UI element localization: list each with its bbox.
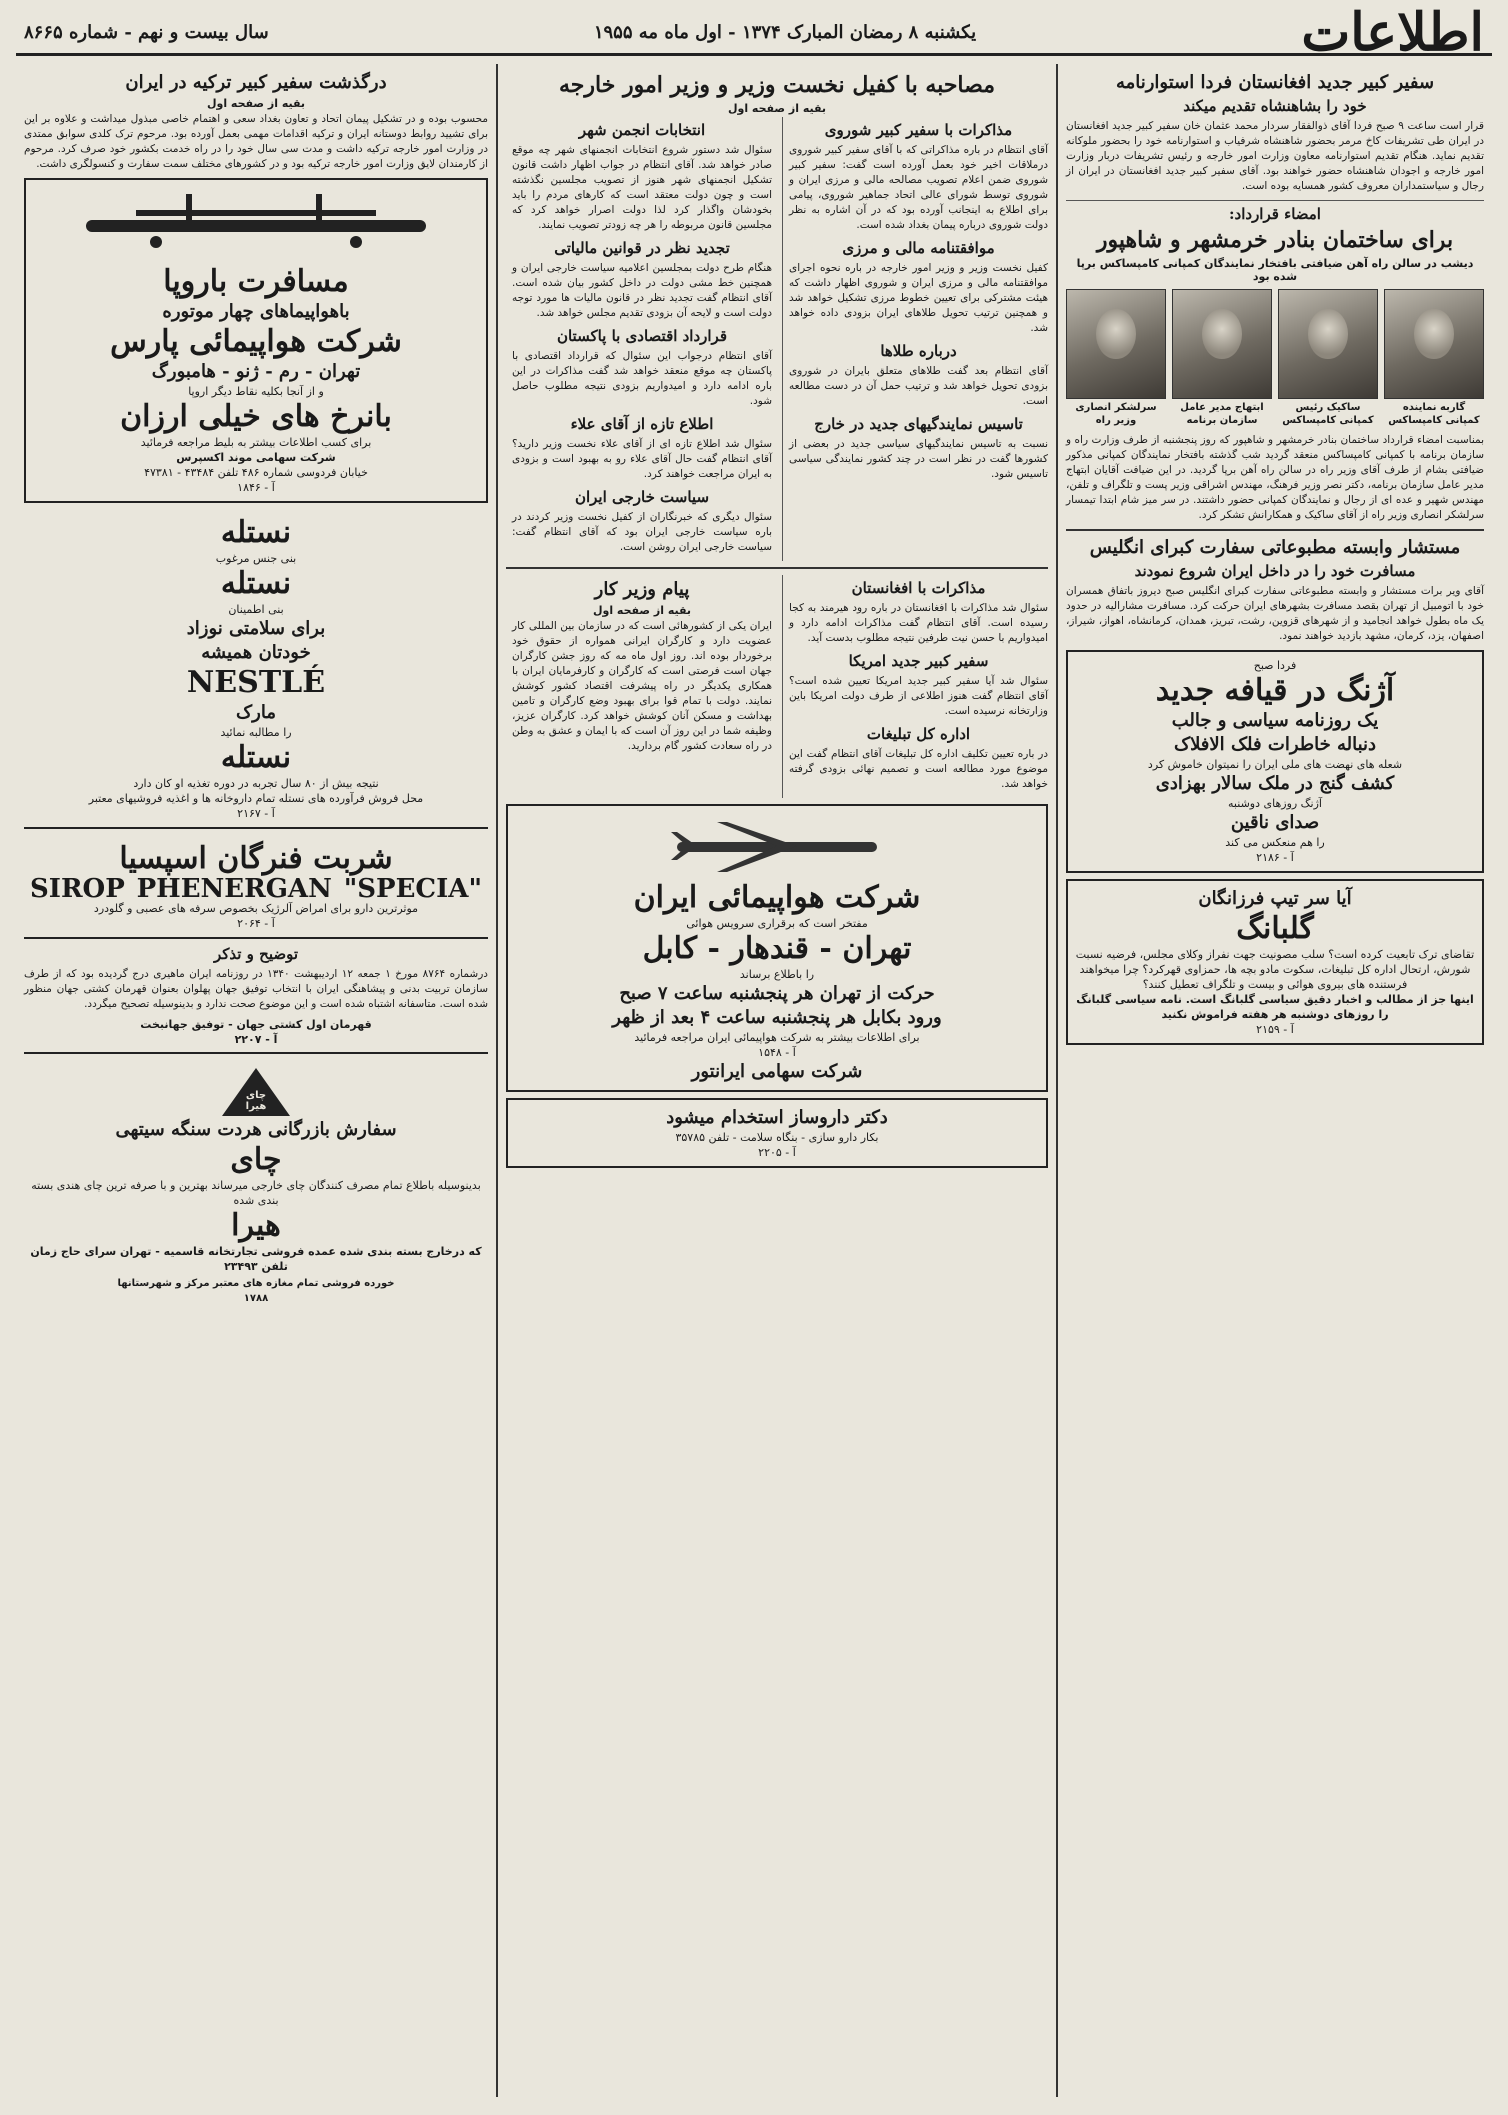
- section-heading: تاسیس نمایندگیهای جدید در خارج: [814, 415, 1023, 433]
- pharmacist-ad: [506, 1098, 1048, 1168]
- masthead: [16, 1, 1492, 63]
- ad-line: را مطالبه نمائید: [220, 726, 292, 739]
- ad-line: حرکت از تهران هر پنجشنبه ساعت ۷ صبح: [619, 983, 935, 1004]
- ad-code: آ - ۲۱۵۹: [1256, 1023, 1294, 1036]
- ad-line: آژنگ روزهای دوشنبه: [1228, 797, 1322, 810]
- section-heading: مذاکرات با افغانستان: [851, 579, 986, 597]
- section-body: آقای انتظام درجواب این سئوال که قرارداد اقتصادی با پاکستان چه موقع منعقد خواهد شد گفت مذاکرات در این باره ادامه دارد و امیدواریم بزودی نتیجه مطلوب حاصل شود.: [512, 350, 772, 407]
- ad-agent: شرکت سهامی موند اکسپرس: [176, 451, 336, 464]
- official-photo: [1066, 289, 1166, 427]
- ad-line: شعله های نهضت های ملی ایران را نمیتوان خاموش کرد: [1147, 758, 1403, 771]
- golbang-ad: [1066, 879, 1484, 1045]
- ad-code: آ - ۲۱۸۶: [1256, 851, 1294, 864]
- issue-date: یکشنبه ۸ رمضان المبارک ۱۳۷۴ - اول ماه مه ۱۹۵۵: [593, 22, 977, 43]
- ad-line: مارک: [236, 702, 276, 723]
- ad-line: ورود بکابل هر پنجشنبه ساعت ۴ بعد از ظهر: [612, 1007, 942, 1028]
- section-heading: سیاست خارجی ایران: [574, 488, 710, 506]
- afghan-ambassador-headline: سفیر کبیر جدید افغانستان فردا استوارنامه: [1115, 72, 1435, 93]
- section-heading: انتخابات انجمن شهر: [578, 121, 706, 139]
- section-body: سئوال دیگری که خبرنگاران از کفیل نخست وزیر کردند در باره سیاست خارجی ایران بود که آقای انتظام گفت: سیاست خارجی ایران روشن است.: [512, 511, 772, 553]
- ad-line: بنی جنس مرغوب: [215, 552, 297, 565]
- section-heading: اطلاع تازه از آقای علاء: [570, 415, 714, 433]
- official-photo: [1172, 289, 1272, 427]
- ad-body: موثرترین دارو برای امراض آلرژیک بخصوص سرفه های عصبی و گلودرد: [93, 902, 419, 915]
- ad-big: چای: [230, 1142, 282, 1177]
- interview-headline: مصاحبه با کفیل نخست وزیر و وزیر امور خارجه: [558, 72, 995, 98]
- tea-ad: [24, 1060, 488, 1310]
- ad-line: برای کسب اطلاعات بیشتر به بلیط مراجعه فرمائید: [140, 436, 372, 449]
- center-column: [496, 64, 1056, 2097]
- labor-minister-headline: پیام وزیر کار: [594, 579, 690, 600]
- airplane-icon: [657, 816, 897, 876]
- newspaper-logo: اطلاعات: [1301, 1, 1484, 63]
- official-photo: [1278, 289, 1378, 427]
- issue-number: سال بیست و نهم - شماره ۸۶۶۵: [24, 22, 269, 43]
- section-body: سئوال شد دستور شروع انتخابات انجمنهای شهر چه موقع صادر خواهد شد. آقای انتظام در جواب اظهار داشت قانون تشکیل انجمنهای شهر هنوز از تصویب مجلسین نگذشته است و چون دولت معتقد است که کارهای مردم را باید بخودشان واگذار کرد لذا دولت اصرار خواهد کرد که مجلسین قانون مربوطه را هر چه زودتر تصویب نمایند.: [512, 144, 772, 231]
- continued-note: بقیه از صفحه اول: [592, 604, 692, 617]
- ad-footer: شرکت سهامی ایرانتور: [691, 1061, 863, 1082]
- continued-note: بقیه از صفحه اول: [727, 102, 827, 115]
- officials-photo-row: [1066, 289, 1484, 427]
- ad-route: تهران - رم - ژنو - هامبورگ: [151, 361, 361, 382]
- portrait-image: [1278, 289, 1378, 399]
- left-column: [16, 64, 496, 2097]
- ad-line: کشف گنج در ملک سالار بهزادی: [1155, 773, 1395, 794]
- ports-body: بمناسبت امضاء قرارداد ساختمان بنادر خرمشهر و شاهپور که روز پنجشنبه از طرف وزارت راه و سازمان برنامه با کمپانی کامپساکس منعقد گردید شب گذشته بافتخار نمایندگان کمپانی مذکور ضیافتی بشام از طرف آقای وزیر راه در سالن راه آهن برپا گردید. در این ضیافت آقایان ابتهاج مدیر عامل سازمان برنامه، دکتر نصر وزیر فرهنگ، مهندس اشراقی وزیر پست و تلگراف و تلفن، مهندس شهیر و عده ای از رجال و نمایندگان کمپانی حضور داشتند. در سر میز شام ابتدا تیمسار سرلشکر انصاری وزیر راه از آقای ساکیک و همکارانش تشکر کرد.: [1066, 434, 1484, 521]
- ad-line: خودتان همیشه: [201, 642, 311, 663]
- ad-line: برای سلامتی نوزاد: [186, 618, 326, 639]
- tea-brand-mark: چای هیرا: [245, 1090, 267, 1112]
- portrait-image: [1172, 289, 1272, 399]
- ad-line: نتیجه بیش از ۸۰ سال تجربه در دوره تغذیه او کان دارد: [133, 777, 379, 790]
- section-body: سئوال شد آیا سفیر کبیر جدید امریکا تعیین شده است؟ آقای انتظام گفت هنوز اطلاعی از طرف دولت امریکا باین وزارتخانه نرسیده است.: [789, 675, 1048, 717]
- ad-body: بدینوسیله باطلاع تمام مصرف کنندگان چای خارجی میرساند بهترین و با صرفه ترین چای هندی بسته بندی شده: [31, 1179, 481, 1207]
- ad-body: تقاضای ترک تابعیت کرده است؟ سلب مصونیت جهت نفراز وکلای مجلس، فرضیه نسبت شورش، ارتحال اداره کل تبلیغات، سکوت مادو بچه ها، حمزاوی قهرکرد؟ چرا میخواهند فرستنده های بیروی هوائی و بیست و تلگراف تعطیل کنند؟: [1075, 948, 1475, 991]
- portrait-image: [1384, 289, 1484, 399]
- ad-line: دنباله خاطرات فلک الافلاک: [1173, 734, 1377, 755]
- ad-latin-word: SIROP: [30, 874, 125, 904]
- sirop-ad: [24, 835, 488, 939]
- section-heading: سفیر کبیر جدید امریکا: [848, 652, 989, 670]
- section-heading: درباره طلاها: [880, 342, 957, 360]
- ad-brand: هیرا: [231, 1208, 281, 1243]
- ad-code: آ - ۲۲۰۵: [758, 1146, 796, 1159]
- portrait-image: [1066, 289, 1166, 399]
- ad-line: و از آنجا بکلیه نقاط دیگر اروپا: [188, 385, 324, 398]
- british-attache-headline: مستشار وابسته مطبوعاتی سفارت کبرای انگلیس: [1089, 537, 1461, 558]
- ad-line: صدای ناقین: [1230, 812, 1320, 833]
- ports-subhead: دیشب در سالن راه آهن ضیافتی بافتخار نمایندگان کمپانی کامپساکس برپا شده بود: [1076, 257, 1474, 283]
- afghan-ambassador-body: قرار است ساعت ۹ صبح فردا آقای ذوالفقار سردار محمد عثمان خان سفیر کبیر جدید افغانستان در ایران طی تشریفات کاخ مرمر بحضور شاهنشاه شرفیاب و استوارنامه خود را بحضور ملوکانه تقدیم نماید. هنگام تقدیم استوارنامه معاون وزارت امور خارجه و رئیس تشریفات دربار وزارت امور خارجه و اجودان شاهنشاه حضور خواهند بود. آقای سفیر کبیر جدید افغانستان در ایران از رجال و سیاستمداران معروف کشور همسایه بوده است.: [1066, 120, 1484, 192]
- photo-caption: سرلشکر انصاری وزیر راه: [1075, 402, 1157, 426]
- correction-notice: [24, 945, 488, 1054]
- ad-code: ۱۷۸۸: [243, 1293, 269, 1304]
- ad-code: آ - ۲۰۶۴: [237, 917, 275, 930]
- ad-line: نستله: [220, 566, 292, 601]
- ad-price: بانرخ های خیلی ارزان: [120, 399, 392, 434]
- ad-title: گلبانگ: [1236, 911, 1314, 946]
- photo-caption: ساکیک رئیس کمپانی کامپساکس: [1282, 402, 1374, 426]
- ad-code: آ - ۱۸۴۶: [237, 481, 275, 494]
- ad-title: سفارش بازرگانی هردت سنگه سیتهی: [115, 1119, 397, 1140]
- section-heading: قرارداد اقتصادی با پاکستان: [556, 327, 728, 345]
- ad-line: را باطلاع برساند: [739, 968, 815, 981]
- ad-code: آ - ۲۱۶۷: [237, 807, 275, 820]
- ad-footer: محل فروش فرآورده های نستله تمام داروخانه ها و اغذیه فروشیهای معتبر: [88, 792, 424, 805]
- section-body: هنگام طرح دولت بمجلسین اعلامیه سیاست خارجی ایران و همچنین خط مشی دولت در داخل کشور بیان شده است. آقای انتظام گفت تجدید نظر در قانون مالیات ها مورد توجه دولت است و لایحه آن بزودی تقدیم مجلس خواهد شد.: [512, 262, 772, 319]
- nestle-logo: NESTLÉ: [186, 665, 326, 700]
- official-photo: [1384, 289, 1484, 427]
- labor-minister-body: ایران یکی از کشورهائی است که در سازمان بین المللی کار عضویت دارد و کارگران ایرانی همواره از حقوق خود برخوردار بوده اند. روز اول ماه مه که روز جشن کارگران جهان است فرصتی است که کارگران و کارفرمایان ایران با همکاری یکدیگر در راه پیشرفت اقتصاد کشور کوشش نمایند. دولت با تمام قوا برای بهبود وضع کارگران و تامین بهداشت و مسکن آنان کوشش خواهد کرد. کارگران عزیز، وظیفه شما در این روز آن است که با ایمان و عشق به وطن در راه سعادت کشور گام بردارید.: [512, 620, 772, 752]
- ad-address: خیابان فردوسی شماره ۴۸۶ تلفن ۴۳۴۸۴ - ۴۷۳۸۱: [144, 466, 368, 479]
- ad-code: آ - ۱۵۴۸: [758, 1046, 796, 1059]
- ad-company: شرکت هواپیمائی پارس: [110, 324, 402, 359]
- notice-body: درشماره ۸۷۶۴ مورخ ۱ جمعه ۱۲ اردیبهشت ۱۳۴۰ در روزنامه ایران ماهیری درج گردیده بود که از طرف سازمان تربیت بدنی و پیشاهنگی ایران با انتخاب توفیق جهان پهلوان بعنوان قهرمان کشتی جهان منظور شده است. متاسفانه اشتباه شده است و این موضوع صحت ندارد و بدینوسیله تصحیح میگردد.: [24, 968, 488, 1010]
- ad-line: آیا سر تیپ فرزانگان: [1198, 888, 1352, 909]
- ad-line: یک روزنامه سیاسی و جالب: [1171, 710, 1379, 731]
- afghan-ambassador-subhead: خود را بشاهنشاه تقدیم میکند: [1183, 97, 1367, 115]
- ad-title: شربت فنرگان اسپسیا: [119, 841, 393, 876]
- section-heading: اداره کل تبلیغات: [866, 725, 971, 743]
- ad-line: برای اطلاعات بیشتر به شرکت هواپیمائی ایران مراجعه فرمائید: [634, 1031, 920, 1044]
- interview-columns: [506, 117, 1048, 561]
- ad-line: باهواپیماهای چهار موتوره: [162, 301, 350, 322]
- ad-title: آژنگ در قیافه جدید: [1155, 673, 1395, 708]
- continued-note: بقیه از صفحه اول: [206, 97, 306, 110]
- ad-line: نستله: [220, 515, 292, 550]
- aztak-ad: [1066, 650, 1484, 873]
- ad-line: فردا صبح: [1253, 659, 1297, 672]
- ad-latin-line: [30, 874, 482, 904]
- ad-line: مفتخر است که برقراری سرویس هوائی: [686, 917, 868, 930]
- british-attache-subhead: مسافرت خود را در داخل ایران شروع نمودند: [1134, 562, 1416, 580]
- section-heading: مذاکرات با سفیر کبیر شوروی: [824, 121, 1013, 139]
- ad-line: بنی اطمینان: [228, 603, 284, 616]
- turkish-ambassador-headline: درگذشت سفیر کبیر ترکیه در ایران: [125, 72, 387, 93]
- notice-code: آ - ۲۲۰۷: [234, 1033, 278, 1046]
- british-attache-body: آقای ویر برات مستشار و وابسته مطبوعاتی سفارت کبرای انگلیس صبح دیروز باتفاق همسران خود با اتومبیل از تهران بقصد مسافرت بشهرهای ایران حرکت کرد. مسافرت مشارالیه در حدود یک ماه بطول خواهد انجامید و از شهرهای قزوین، رشت، تبریز، همدان، کرمانشاه، اهواز، شیراز، اصفهان، یزد، کرمان، مشهد بازدید خواهند نمود.: [1066, 585, 1484, 642]
- iran-airline-ad: [506, 804, 1048, 1092]
- notice-signature: قهرمان اول کشتی جهان - توفیق جهانبخت: [140, 1018, 372, 1031]
- notice-title: توضیح و تذکر: [213, 945, 299, 963]
- ad-title: مسافرت باروپا: [163, 264, 349, 299]
- section-body: در باره تعیین تکلیف اداره کل تبلیغات آقای انتظام گفت این موضوع مورد مطالعه است و تصمیم نهائی بزودی گرفته خواهد شد.: [789, 748, 1048, 790]
- section-body: آقای انتظام در باره مذاکراتی که با آقای سفیر کبیر شوروی درملاقات اخیر خود بعمل آورده است گفت: سفیر کبیر شوروی ضمن اعلام تصویب مصالحه مالی و مرزی ایران و شوروی توسط شورای عالی اتحاد جماهیر شوروی، پیامی برای اطلاع به اینجانب آورده بود که در آن اشاره به نظر دولت شوروی درباره پیمان بغداد شده است.: [789, 144, 1048, 231]
- section-heading: موافقتنامه مالی و مرزی: [842, 239, 995, 257]
- lower-center: [506, 575, 1048, 798]
- photo-caption: گاربه نماینده کمپانی کامپساکس: [1388, 402, 1480, 426]
- contract-kicker: امضاء قرارداد:: [1229, 205, 1321, 223]
- tea-triangle-mark: [222, 1068, 290, 1116]
- ad-body: که درخارج بسته بندی شده عمده فروشی تجارتخانه قاسمیه - تهران سرای حاج زمان تلفن ۲۳۴۹۳: [30, 1245, 482, 1273]
- nestle-ad: [24, 509, 488, 829]
- ad-body: بکار دارو سازی - بنگاه سلامت - تلفن ۳۵۷۸۵: [675, 1131, 879, 1144]
- ad-title: دکتر داروساز استخدام میشود: [666, 1107, 888, 1128]
- ad-footer: اینها جز از مطالب و اخبار دقیق سیاسی گلبانگ است. نامه سیاسی گلبانگ را روزهای دوشنبه هر هفته فراموش نکنید: [1076, 993, 1474, 1021]
- right-column: [1056, 64, 1492, 2097]
- ad-latin-word: "SPECIA": [343, 874, 482, 904]
- europe-travel-ad: [24, 178, 488, 503]
- photo-caption: ابتهاج مدیر عامل سازمان برنامه: [1180, 402, 1264, 426]
- section-body: کفیل نخست وزیر و وزیر امور خارجه در باره نحوه اجرای موافقتنامه مالی و مرزی ایران و شوروی اظهار داشت که هیئت مشترکی برای تعیین خطوط مرزی تشکیل خواهد شد و همچنین ترتیب تحویل طلاهای ایران بزودی داده خواهد شد.: [789, 262, 1048, 334]
- section-heading: تجدید نظر در قوانین مالیاتی: [554, 239, 730, 257]
- ports-headline: برای ساختمان بنادر خرمشهر و شاهپور: [1096, 227, 1454, 253]
- section-body: سئوال شد اطلاع تازه ای از آقای علاء نخست وزیر دارید؟ آقای انتظام گفت حال آقای علاء رو به بهبود است و بزودی به ایران مراجعت خواهند کرد.: [512, 438, 772, 480]
- turkish-ambassador-body: محسوب بوده و در تشکیل پیمان اتحاد و تعاون بغداد سعی و اهتمام خاصی مبذول میداشت و علاوه بر این برای تشیید روابط دوستانه ایران و ترکیه اقدامات مهمی بعمل آورده بود. مرحوم ترک کلدی سوابق ممتدی در وزارت امور خارجه ترکیه داشت و مدت سی سال خود را در راه خدمت بکشور خود صرف کرد. مرحوم از کارمندان لایق وزارت امور خارجه ترکیه بود و در کشورهای مختلف سمت سفارت و کنسولگری داشت.: [24, 113, 488, 170]
- airplane-icon: [76, 190, 436, 260]
- section-body: آقای انتظام بعد گفت طلاهای متعلق بایران در شوروی بزودی تحویل خواهد شد و ترتیب حمل آن در دست مطالعه است.: [789, 365, 1048, 407]
- ad-title: شرکت هواپیمائی ایران: [633, 880, 921, 915]
- ad-line: را هم منعکس می کند: [1225, 836, 1325, 849]
- section-body: سئوال شد مذاکرات با افغانستان در باره رود هیرمند به کجا رسیده است. آقای انتظام گفت مذاکرات ادامه دارد و امیدواریم با حسن نیت طرفین نتیجه مطلوب بدست آید.: [789, 602, 1048, 644]
- ad-footer: خورده فروشی تمام مغازه های معتبر مرکز و شهرستانها: [117, 1278, 395, 1289]
- ad-line: نستله: [220, 740, 292, 775]
- ad-route: تهران - قندهار - کابل: [642, 931, 912, 966]
- columns: [16, 64, 1492, 2097]
- ad-latin-word: PHENERGAN: [136, 874, 332, 904]
- section-body: نسبت به تاسیس نمایندگیهای سیاسی جدید در بعضی از کشورها گفت در نظر است در چند کشور نمایندگی سیاسی تاسیس شود.: [789, 438, 1048, 480]
